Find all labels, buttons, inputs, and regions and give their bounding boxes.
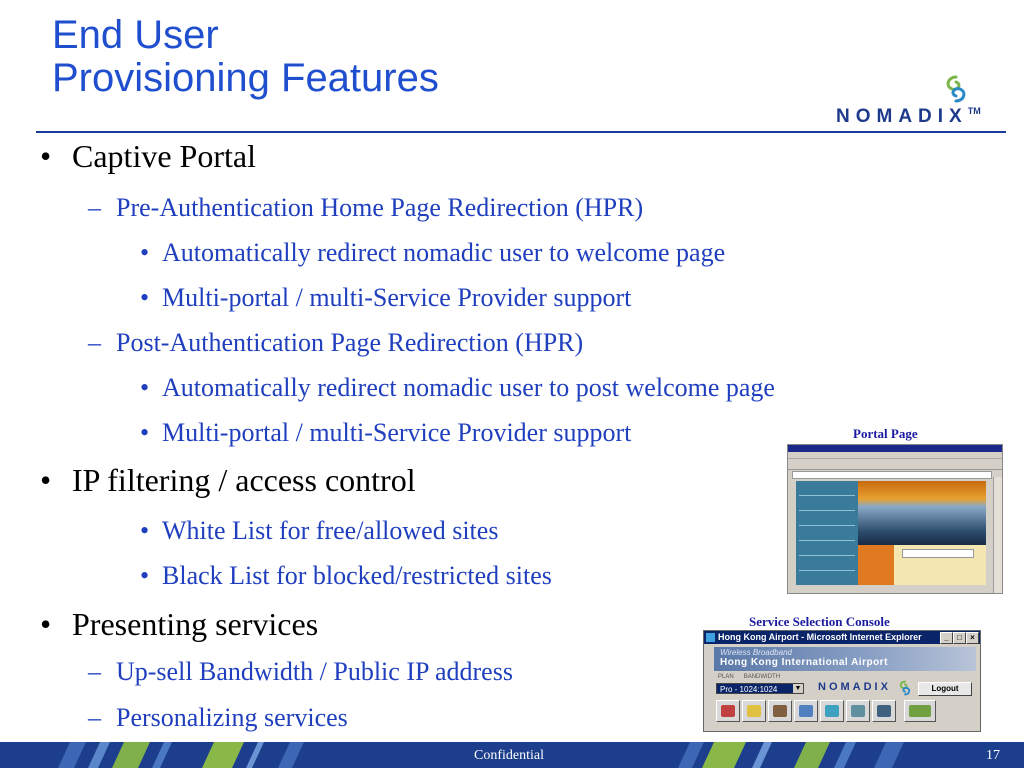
- portal-sidebar-menu: [796, 481, 858, 585]
- title-divider: [36, 131, 1006, 133]
- portal-lower-panel: [858, 545, 986, 585]
- nomadix-wordmark: NOMADIX™: [836, 106, 981, 127]
- bullet-white-list: • White List for free/allowed sites: [140, 516, 499, 545]
- portal-page-screenshot: [787, 444, 1003, 594]
- portal-address-bar: [792, 471, 992, 479]
- console-banner: Wireless Broadband Hong Kong International Airport: [714, 647, 976, 671]
- console-column-headers: PLAN BANDWIDTH: [718, 674, 781, 680]
- bullet-captive-portal: • Captive Portal: [40, 138, 256, 174]
- chevron-down-icon: ▼: [794, 685, 802, 692]
- bullet-personalizing: – Personalizing services: [88, 703, 348, 732]
- footer-confidential: Confidential: [474, 748, 544, 763]
- close-icon: ×: [966, 632, 979, 644]
- service-icon-1: [716, 700, 740, 722]
- bullet-black-list: • Black List for blocked/restricted sites: [140, 561, 552, 590]
- bullet-ip-filtering: • IP filtering / access control: [40, 462, 416, 498]
- console-service-icons: [714, 700, 976, 726]
- bullet-upsell: – Up-sell Bandwidth / Public IP address: [88, 657, 513, 686]
- service-icon-8: [904, 700, 936, 722]
- footer-bar: [0, 742, 1024, 768]
- bullet-post-auth-multi: • Multi-portal / multi-Service Provider support: [140, 418, 632, 447]
- portal-scrollbar: [993, 477, 1002, 593]
- bullet-post-auth-redirect: • Automatically redirect nomadic user to post welcome page: [140, 373, 775, 402]
- console-brand: NOMADIX: [818, 681, 891, 693]
- bullet-post-auth: – Post-Authentication Page Redirection (HPR): [88, 328, 584, 357]
- service-icon-5: [820, 700, 844, 722]
- nomadix-logo: [836, 74, 1006, 130]
- bullet-pre-auth-multi: • Multi-portal / multi-Service Provider support: [140, 283, 632, 312]
- browser-icon: [706, 633, 715, 642]
- nomadix-swirl-icon: [896, 680, 914, 696]
- portal-window-titlebar: [788, 445, 1002, 452]
- console-caption: Service Selection Console: [749, 614, 890, 629]
- bullet-pre-auth-redirect: • Automatically redirect nomadic user to welcome page: [140, 238, 726, 267]
- console-window-titlebar: Hong Kong Airport - Microsoft Internet Explorer _ □ ×: [704, 631, 980, 644]
- service-icon-6: [846, 700, 870, 722]
- service-icon-3: [768, 700, 792, 722]
- slide-title-line1: End User: [52, 13, 219, 57]
- nomadix-swirl-icon: [940, 74, 972, 104]
- portal-airport-hero-image: [858, 481, 986, 545]
- service-icon-7: [872, 700, 896, 722]
- minimize-icon: _: [940, 632, 953, 644]
- bullet-presenting-services: • Presenting services: [40, 606, 319, 642]
- service-icon-2: [742, 700, 766, 722]
- portal-window-menubar: [788, 452, 1002, 459]
- service-icon-4: [794, 700, 818, 722]
- page-number: 17: [986, 748, 1000, 763]
- portal-page-caption: Portal Page: [853, 426, 918, 441]
- slide-title: [52, 14, 439, 100]
- logout-button: Logout: [918, 682, 972, 696]
- plan-select: Pro - 1024:1024 ▼: [716, 683, 804, 694]
- maximize-icon: □: [953, 632, 966, 644]
- bullet-pre-auth: – Pre-Authentication Home Page Redirection (HPR): [88, 193, 644, 222]
- portal-window-toolbar: [788, 459, 1002, 470]
- service-selection-console-screenshot: [703, 630, 981, 732]
- slide-title-line2: Provisioning Features: [52, 56, 439, 100]
